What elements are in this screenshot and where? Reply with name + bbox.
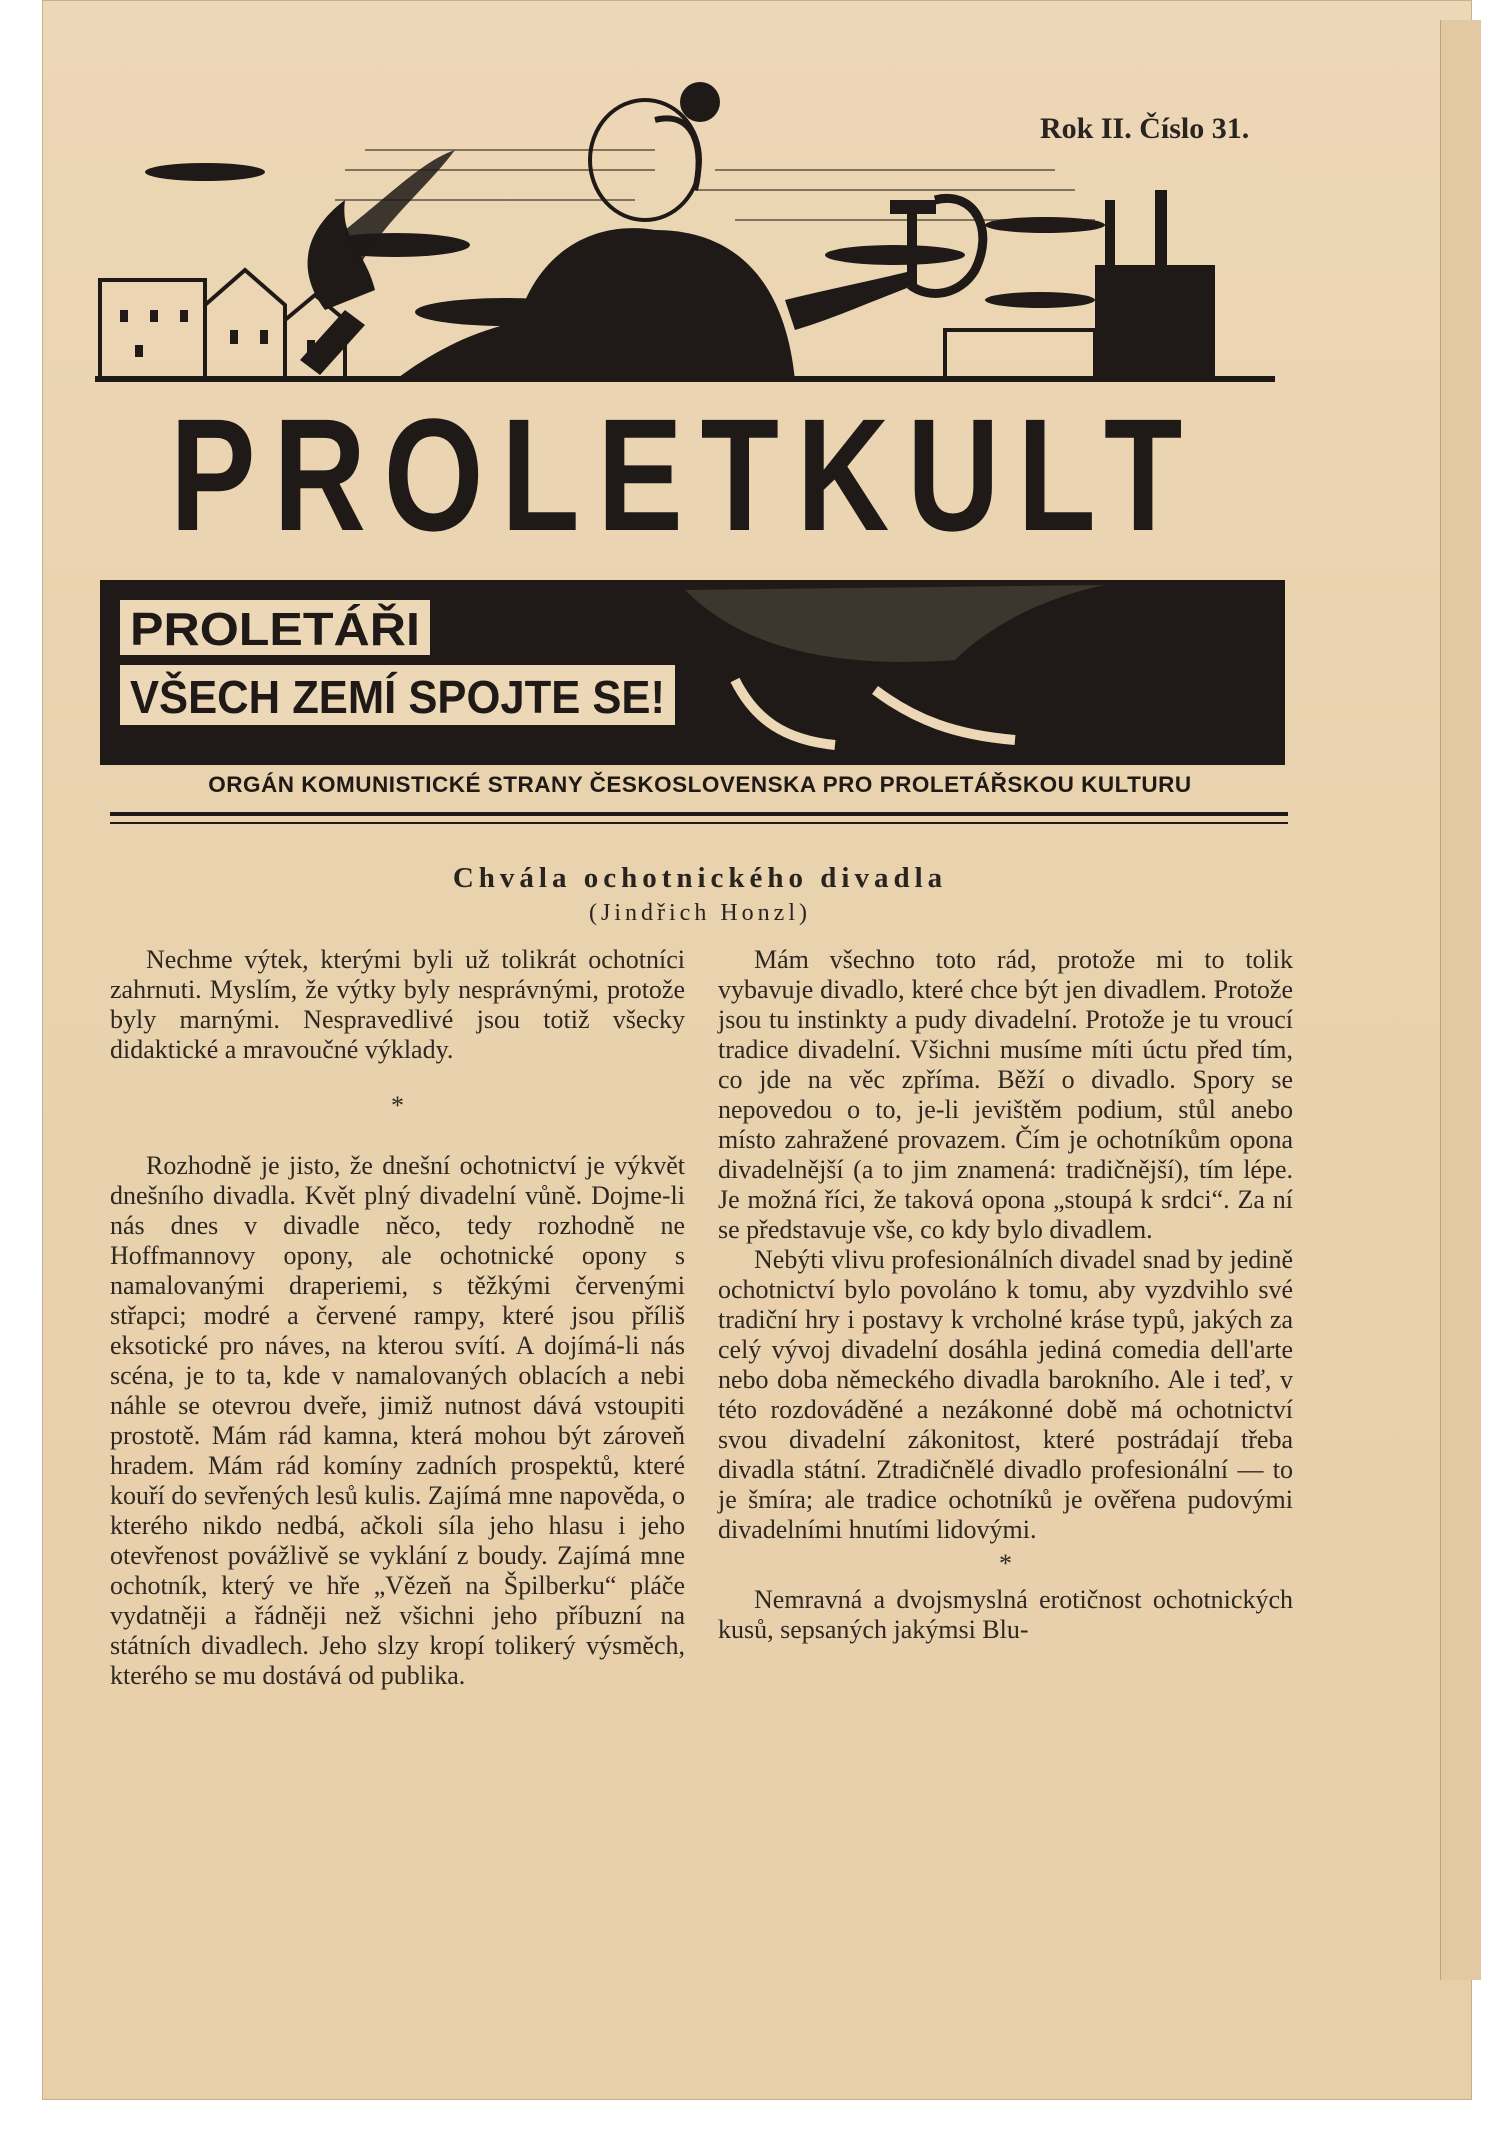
paragraph: Rozhodně je jisto, že dnešní ochotnictví je výkvět dnešního divadla. Květ plný divadelní vůně. Dojme-li nás dnes v divadle něco, tedy rozhodně ne Hoffmannovy opony, ale ochotnické opony s namalovanými draperiemi, s těžkými červenými střapci; modré a červené rampy, které jsou příliš eksotické pro náves, na kterou svítí. A dojímá-li nás scéna, je to ta, kde v namalovaných oblacích a nebi náhle se otevrou dveře, jimiž nutnost dává vstoupiti prostotě. Mám rád kamna, která mohou být zároveň hradem. Mám rád komíny zadních prospektů, které kouří do sevřených lesů kulis. Zajímá mne napověda, o kterého nikdo nedbá, ačkoli síla jeho hlasu i jeho otevřenost povážlivě se vyklání z boudy. Zajímá mne ochotník, který ve hře „Vězeň na Špilberku“ pláče vydatněji a řádněji než všichni jeho příbuzní na státních divadlech. Jeho slzy kropí tolikerý výsměch, kterého se mu dostává od publika. bbox=[110, 1151, 685, 1690]
divider-rule bbox=[110, 812, 1288, 816]
article-title: Chvála ochotnického divadla bbox=[452, 862, 948, 894]
issue-number: Rok II. Číslo 31. bbox=[1040, 112, 1250, 145]
paragraph: Nebýti vlivu profesionálních divadel snad by jedině ochotnictví bylo povoláno k tomu, aby vyzdvihlo své tradiční hry i postavy k vrcholné kráse typů, jakých za celý vývoj divadelní dosáhla jediná comedia dell'arte nebo doba německého divadla barokního. Ale i teď, v této rozdováděné a nezákonné době má ochotnictví svou divadelní zákonitost, které postrádají třeba divadla státní. Ztradičnělé divadlo profesionální — to je šmíra; ale tradice ochotníků je ověřena pudovými divadelními hnutími lidovými. bbox=[718, 1245, 1293, 1544]
page-edge bbox=[1440, 20, 1481, 1980]
newspaper-subtitle: ORGÁN KOMUNISTICKÉ STRANY ČESKOSLOVENSKA PRO PROLETÁŘSKOU KULTURU bbox=[208, 772, 1192, 797]
banner-line-1: PROLETÁŘI bbox=[130, 603, 420, 655]
section-separator: * bbox=[391, 1091, 404, 1120]
masthead-title: PROLETKULT bbox=[170, 385, 1200, 564]
divider-rule-thin bbox=[110, 822, 1288, 824]
article-column-right bbox=[718, 945, 1293, 1645]
section-separator: * bbox=[999, 1549, 1012, 1578]
paragraph: Nechme výtek, kterými byli už tolikrát ochotníci zahrnuti. Myslím, že výtky byly nesprávnými, protože byly marnými. Nespravedlivé jsou totiž všecky didaktické a mravoučné výklady. bbox=[110, 945, 685, 1064]
paragraph: Nemravná a dvojsmyslná erotičnost ochotnických kusů, sepsaných jakýmsi Blu- bbox=[718, 1585, 1293, 1644]
article-column-left bbox=[110, 945, 685, 1691]
banner-line-2: VŠECH ZEMÍ SPOJTE SE! bbox=[130, 671, 665, 723]
masthead-illustration bbox=[95, 80, 1295, 780]
paragraph: Mám všechno toto rád, protože mi to tolik vybavuje divadlo, které chce být jen divadlem. Protože jsou tu instinkty a pudy divadelní. Protože je tu vroucí tradice divadelní. Všichni musíme míti úctu před tím, co jde na věc zpříma. Běží o divadlo. Spory se nepovedou o to, je-li jevištěm podium, stůl anebo místo zahražené provazem. Čím je ochotníkům opona divadelnější (a to jim znamená: tradičnější), tím lépe. Je možná říci, že taková opona „stoupá k srdci“. Za ní se představuje vše, co kdy bylo divadlem. bbox=[718, 945, 1293, 1244]
article-author: (Jindřich Honzl) bbox=[589, 900, 811, 926]
